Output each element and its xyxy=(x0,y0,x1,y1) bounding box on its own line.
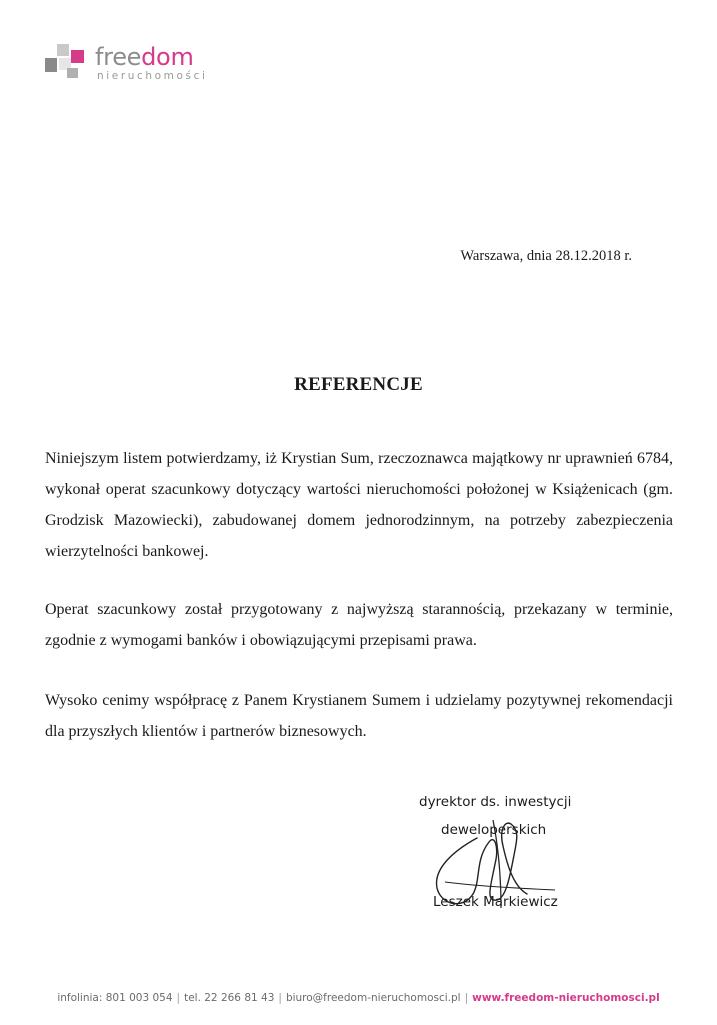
logo-squares-icon xyxy=(45,44,87,84)
signature-block xyxy=(415,790,655,920)
footer-phone: infolinia: 801 003 054 xyxy=(57,992,173,1004)
signatory-title-line-1: dyrektor ds. inwestycji xyxy=(419,794,572,810)
letter-title: REFERENCJE xyxy=(294,374,423,395)
footer-website-link[interactable]: www.freedom-nieruchomosci.pl xyxy=(472,992,660,1004)
paragraph-3: Wysoko cenimy współpracę z Panem Krystianem Sumem i udzielamy pozytywnej rekomendacji dla przyszłych klientów i partnerów biznesowych. xyxy=(45,692,673,740)
logo-subtitle: nieruchomości xyxy=(97,70,208,82)
handwritten-signature xyxy=(415,790,655,920)
paragraph-2: Operat szacunkowy został przygotowany z najwyższą starannością, przekazany w terminie, zgodnie z wymogami banków i obowiązującymi przepisami prawa. xyxy=(45,601,673,649)
footer-email[interactable]: biuro@freedom-nieruchomosci.pl xyxy=(285,992,461,1004)
company-logo xyxy=(45,44,215,88)
signatory-title-line-2: deweloperskich xyxy=(441,822,547,838)
footer-contact-line: infolinia: 801 003 054 | tel. 22 266 81 43 | biuro@freedom-nieruchomosci.pl | www.freedom-nieruchomosci.pl xyxy=(57,992,660,1004)
signatory-name: Leszek Markiewicz xyxy=(433,894,558,910)
logo-wordmark: freedom xyxy=(95,43,194,71)
footer-tel: tel. 22 266 81 43 xyxy=(184,992,275,1004)
letter-date: Warszawa, dnia 28.12.2018 r. xyxy=(460,248,632,264)
paragraph-1: Niniejszym listem potwierdzamy, iż Krystian Sum, rzeczoznawca majątkowy nr uprawnień 6784, wykonał operat szacunkowy dotyczący wartości nieruchomości położonej w Książenicach (gm. Grodzisk Mazowiecki), zabudowanej domem jednorodzinnym, na potrzeby zabezpieczenia wierzytelności bankowej. xyxy=(45,450,673,560)
